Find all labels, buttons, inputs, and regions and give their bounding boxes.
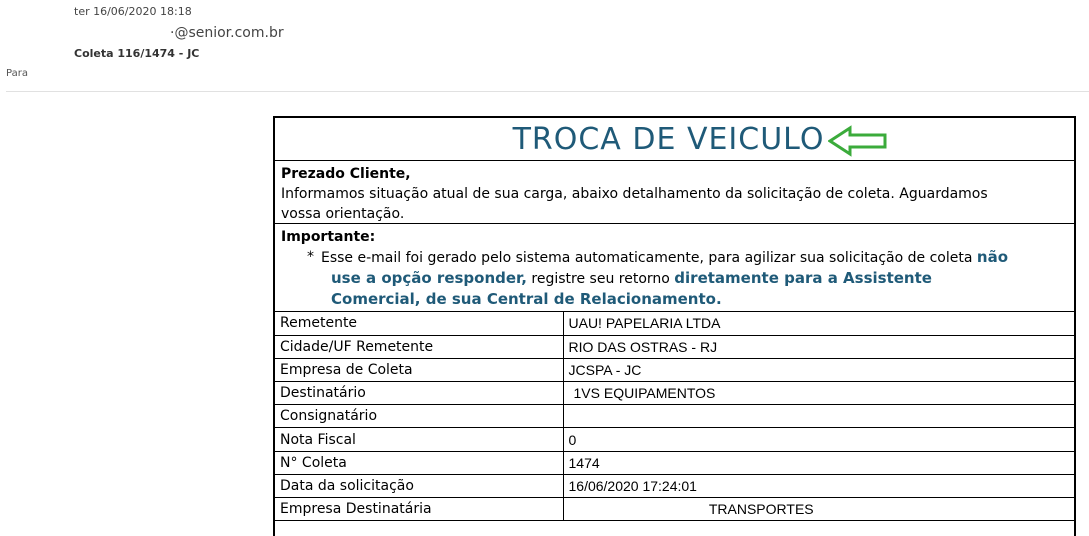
table-row xyxy=(275,405,1074,428)
row-label: Empresa de Coleta xyxy=(275,358,563,381)
row-value: RIO DAS OSTRAS - RJ xyxy=(563,335,1074,358)
intro-line-2: vossa orientação. xyxy=(281,206,405,222)
header-divider xyxy=(6,91,1089,92)
email-date: ter 16/06/2020 18:18 xyxy=(74,5,192,18)
important-line-3 xyxy=(281,289,1068,310)
row-label: Nota Fiscal xyxy=(275,428,563,451)
important-label: Importante: xyxy=(281,229,376,245)
table-row xyxy=(275,358,1074,381)
title-row xyxy=(275,118,1074,161)
table-row xyxy=(275,451,1074,474)
row-label: Data da solicitação xyxy=(275,474,563,497)
row-label: Consignatário xyxy=(275,405,563,428)
important-text-1: Esse e-mail foi gerado pelo sistema automaticamente, para agilizar sua solicitação de coleta xyxy=(321,250,973,266)
row-value: 1474 xyxy=(563,451,1074,474)
intro-line-1: Informamos situação atual de sua carga, abaixo detalhamento da solicitação de coleta. Aguardamos xyxy=(281,186,988,202)
important-line-1 xyxy=(281,247,1068,268)
highlight-nao: não xyxy=(976,248,1008,266)
row-label: Cidade/UF Remetente xyxy=(275,335,563,358)
important-block xyxy=(275,224,1074,312)
row-value xyxy=(563,405,1074,428)
table-row xyxy=(275,382,1074,405)
table-row xyxy=(275,474,1074,497)
intro-block xyxy=(275,161,1074,224)
highlight-central: Comercial, de sua Central de Relacionamento. xyxy=(331,290,722,308)
highlight-assistant: diretamente para a Assistente xyxy=(674,269,932,287)
to-label: Para xyxy=(6,68,28,79)
email-sender[interactable]: ·@senior.com.br xyxy=(170,25,284,41)
row-value: JCSPA - JC xyxy=(563,358,1074,381)
bullet-star: * xyxy=(307,249,314,265)
important-line-2 xyxy=(281,268,1068,289)
details-table xyxy=(275,312,1074,521)
row-label: N° Coleta xyxy=(275,451,563,474)
row-value: UAU! PAPELARIA LTDA xyxy=(563,312,1074,335)
left-arrow-icon xyxy=(828,125,888,157)
highlight-no-reply: use a opção responder, xyxy=(331,269,527,287)
table-row xyxy=(275,335,1074,358)
row-value: 16/06/2020 17:24:01 xyxy=(563,474,1074,497)
greeting: Prezado Cliente, xyxy=(281,166,411,182)
row-label: Empresa Destinatária xyxy=(275,498,563,521)
important-text-2: registre seu retorno xyxy=(531,271,670,287)
row-value: TRANSPORTES xyxy=(563,498,1074,521)
table-row xyxy=(275,498,1074,521)
table-row xyxy=(275,312,1074,335)
row-value: 1VS EQUIPAMENTOS xyxy=(563,382,1074,405)
row-label: Destinatário xyxy=(275,382,563,405)
message-box xyxy=(273,116,1076,536)
row-label: Remetente xyxy=(275,312,563,335)
table-row xyxy=(275,428,1074,451)
message-title: TROCA DE VEICULO xyxy=(512,122,825,157)
row-value: 0 xyxy=(563,428,1074,451)
email-subject: Coleta 116/1474 - JC xyxy=(74,47,200,60)
